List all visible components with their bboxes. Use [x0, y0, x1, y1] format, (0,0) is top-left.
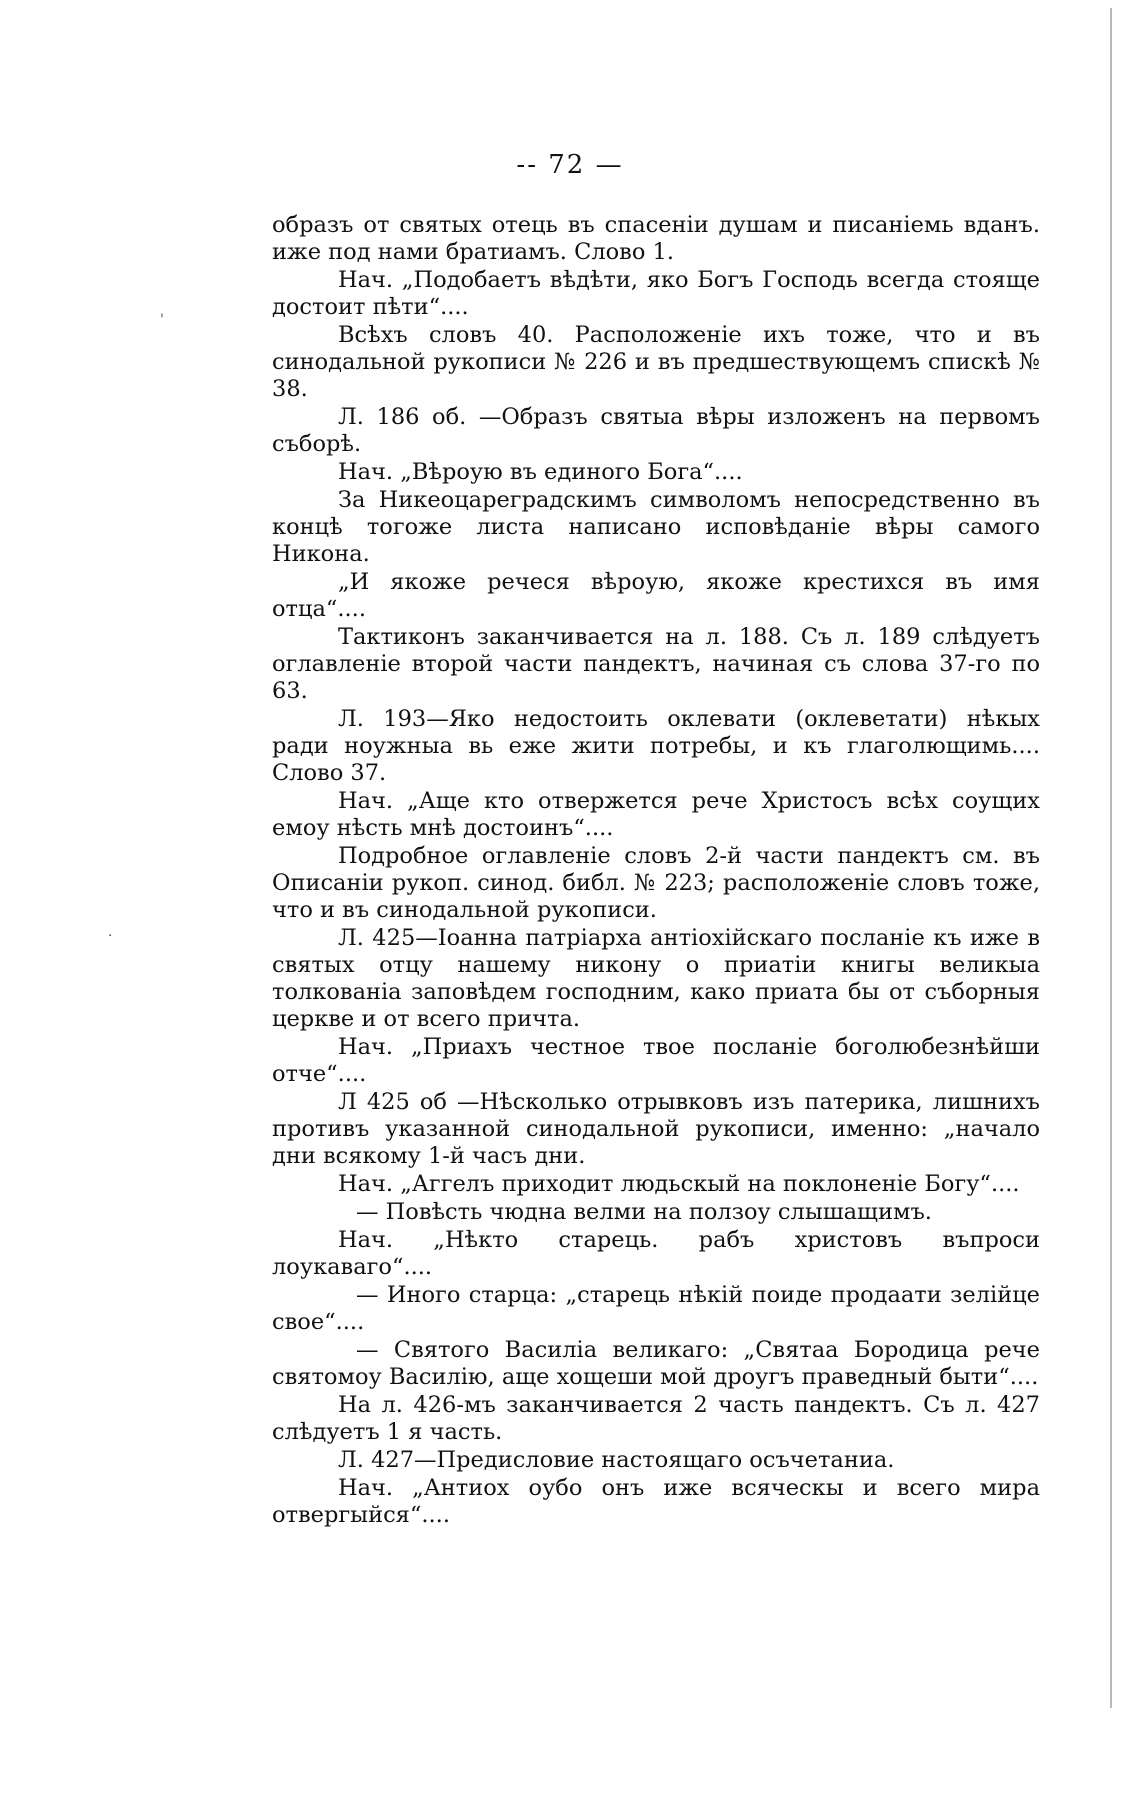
page-number: -- 72 — — [516, 150, 624, 180]
paragraph: Нач. „Подобаетъ вѣдѣти, яко Богъ Господь всегда стояще достоит пѣти“.... — [272, 267, 1040, 320]
paragraph: Л. 193—Яко недостоить оклевати (оклеветати) нѣкых ради ноужныа вь еже жити потребы, и къ глаголющимь.... Слово 37. — [272, 706, 1040, 786]
margin-mark: ' — [160, 312, 164, 328]
paragraph: Л 425 об —Нѣсколько отрывковъ изъ патерика, лишнихъ противъ указанной синодальной рукописи, именно: „начало дни всякому 1-й часъ дни. — [272, 1089, 1040, 1169]
paragraph: Нач. „Аггелъ приходит людьскый на поклоненіе Богу“.... — [338, 1171, 1020, 1197]
paragraph: Всѣхъ словъ 40. Расположеніе ихъ тоже, что и въ синодальной рукописи № 226 и въ предшествующемъ спискѣ № 38. — [272, 322, 1040, 402]
paragraph: Л. 186 об. —Образъ святыа вѣры изложенъ на первомъ съборѣ. — [272, 404, 1040, 457]
paragraph: — Иного старца: „старець нѣкій поиде продаати зелійце свое“.... — [272, 1282, 1040, 1335]
margin-mark: · — [108, 928, 113, 944]
paragraph: Л. 427—Предисловие настоящаго осъчетаниа. — [338, 1447, 895, 1473]
paragraph: Подробное оглавленіе словъ 2-й части пандектъ см. въ Описаніи рукоп. синод. библ. № 223; расположеніе словъ тоже, что и въ синодальной рукописи. — [272, 843, 1040, 923]
paragraph: Нач. „Аще кто отвержется рече Христосъ всѣх соущих емоу нѣсть мнѣ достоинъ“.... — [272, 788, 1040, 841]
paragraph: „И якоже речеся вѣроую, якоже крестихся въ имя отца“.... — [272, 569, 1040, 622]
paragraph: Нач. „Нѣкто старець. рабъ христовъ въпроси лоукаваго“.... — [272, 1227, 1040, 1280]
paragraph: образъ от святых отець въ спасеніи душам и писаніемь вданъ. иже под нами братиамъ. Слово 1. — [272, 212, 1040, 265]
page-edge-line — [1110, 8, 1112, 1708]
paragraph: Нач. „Антиох оубо онъ иже всяческы и всего мира отвергыйся“.... — [272, 1475, 1040, 1528]
paragraph: — Святого Василіа великаго: „Святаа Бородица рече святомоу Василію, аще хощеши мой дроугъ праведный быти“.... — [272, 1337, 1040, 1390]
body-text — [272, 212, 1040, 1530]
paragraph: На л. 426-мъ заканчивается 2 часть пандектъ. Съ л. 427 слѣдуетъ 1 я часть. — [272, 1392, 1040, 1445]
paragraph: — Повѣсть чюдна велми на ползоу слышащимъ. — [356, 1199, 932, 1225]
paragraph: Нач. „Приахъ честное твое посланіе боголюбезнѣйши отче“.... — [272, 1034, 1040, 1087]
paragraph: Тактиконъ заканчивается на л. 188. Съ л. 189 слѣдуетъ оглавленіе второй части пандектъ, начиная съ слова 37-го по 63. — [272, 624, 1040, 704]
paragraph: За Никеоцареградскимъ символомъ непосредственно въ концѣ тогоже листа написано исповѣданіе вѣры самого Никона. — [272, 487, 1040, 567]
paragraph: Нач. „Вѣроую въ единого Бога“.... — [338, 459, 743, 485]
paragraph: Л. 425—Іоанна патріарха антіохійскаго посланіе къ иже в святых отцу нашему никону о приатіи книгы великыа толкованіа заповѣдем господним, како приата бы от съборныя церкве и от всего причта. — [272, 925, 1040, 1032]
